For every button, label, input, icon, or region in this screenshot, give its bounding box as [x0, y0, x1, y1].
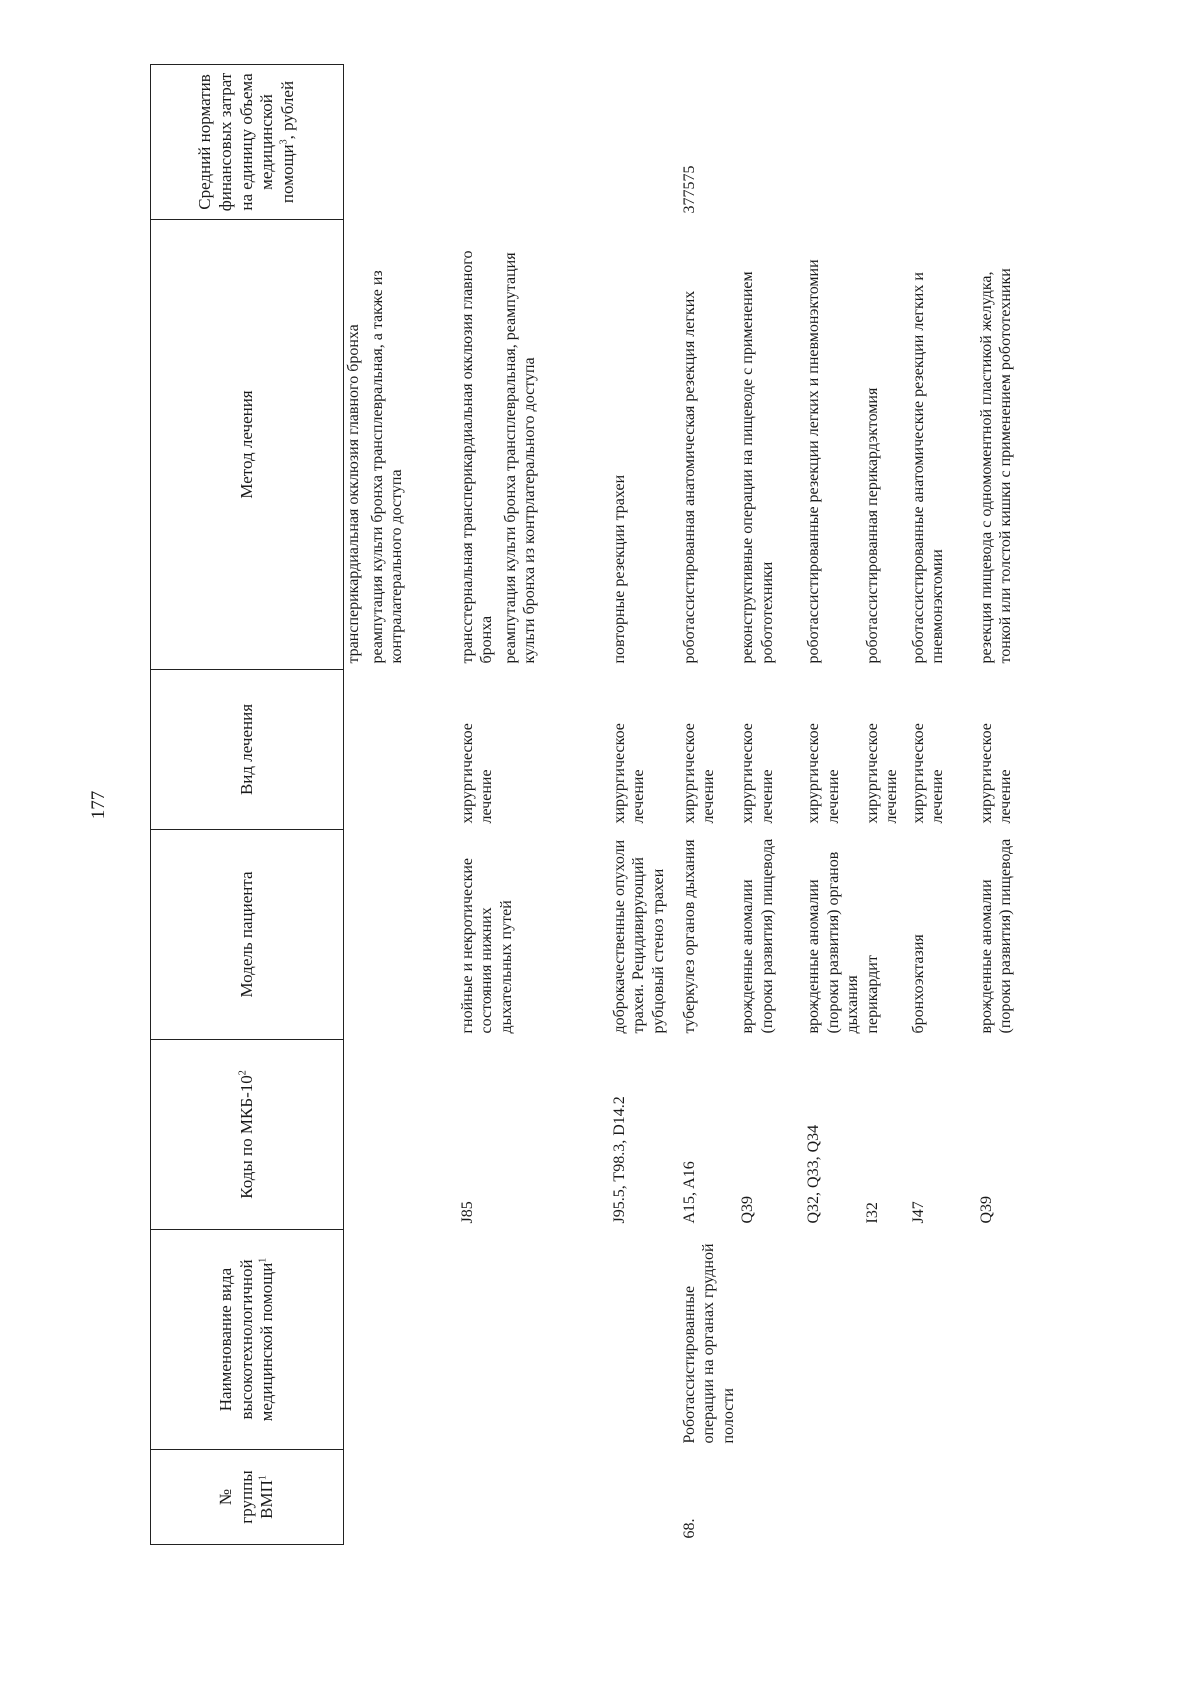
table-row: [344, 65, 458, 1545]
header-treatment-type: Вид лечения: [151, 670, 344, 830]
header-group-number: № группы ВМП$^1$: [151, 1450, 344, 1545]
patient-model: врожденные аномалии (пороки развития) пищевода: [977, 838, 1015, 1034]
page-number: 177: [88, 790, 109, 820]
treatment-method: роботассистированная анатомическая резекция легких: [680, 290, 698, 664]
treatment-method: реконструктивные операции на пищеводе с применением робототехники: [739, 271, 776, 664]
table-row: [458, 65, 610, 1545]
treatment-method: роботассистированные резекции легких и пневмонэктомии: [805, 259, 823, 664]
table-row: [680, 65, 739, 1545]
header-icd-codes: Коды по МКБ-$10^2$: [151, 1040, 344, 1230]
treatment-type: хирургическое лечение: [458, 723, 496, 824]
patient-model: бронхоэктазия: [909, 934, 927, 1034]
patient-model: перикардит: [863, 955, 881, 1034]
rotated-page: [88, 65, 1150, 1545]
header-treatment-method: Метод лечения: [151, 220, 344, 670]
header-row: [151, 65, 344, 1545]
header-cost-norm: Средний норматив финансовых затрат на единицу объема медицинской помощи$^3$, рублей: [151, 65, 344, 220]
patient-model: туберкулез органов дыхания: [680, 839, 698, 1034]
patient-model: врожденные аномалии (пороки развития) пищевода: [739, 838, 776, 1034]
icd-code: J95.5, T98.3, D14.2: [610, 1096, 628, 1224]
header-patient-model: Модель пациента: [151, 830, 344, 1040]
table-row: [863, 65, 909, 1545]
table-row: [738, 65, 804, 1545]
treatment-type: хирургическое лечение: [680, 723, 718, 824]
treatment-method: роботассистированные анатомические резекции легких и пневмонэктомии: [909, 272, 947, 664]
table-row: [909, 65, 977, 1545]
icd-code: J47: [909, 1201, 927, 1224]
method-cell: трансстернальная трансперикардиальная окклюзия главного бронха реампутация культи бронха трансплевральная, реампутация культи бронха из контрлатерального доступа: [458, 250, 539, 664]
header-vmp-name: Наименование вида высокотехнологичной медицинской помощи$^1$: [151, 1230, 344, 1450]
treatment-type: хирургическое лечение: [977, 723, 1015, 824]
icd-code: Q39: [739, 1195, 757, 1224]
treatment-method: роботассистированная перикардэктомия: [863, 387, 881, 664]
icd-code: A15, A16: [680, 1161, 698, 1224]
table-row: [610, 65, 680, 1545]
icd-code: I32: [863, 1202, 881, 1224]
vmp-table: [150, 64, 1067, 1545]
group-number: 68.: [680, 1518, 698, 1539]
table-row: [804, 65, 863, 1545]
treatment-method: резекция пищевода с одномоментной пластикой желудка, тонкой или толстой кишки с применением робототехники: [977, 268, 1015, 664]
icd-code: Q39: [977, 1195, 995, 1224]
treatment-type: хирургическое лечение: [909, 723, 947, 824]
treatment-type: хирургическое лечение: [805, 723, 842, 824]
icd-code: J85: [458, 1201, 476, 1224]
patient-model: доброкачественные опухоли трахеи. Рецидивирующий рубцовый стеноз трахеи: [610, 839, 667, 1034]
icd-code: Q32, Q33, Q34: [805, 1124, 823, 1224]
table-row: [977, 65, 1067, 1545]
treatment-type: хирургическое лечение: [739, 723, 776, 824]
method-cell: трансперикардиальная окклюзия главного бронха реампутация культи бронха трансплевральная, а также из контралатерального доступа: [345, 270, 406, 664]
treatment-method: повторные резекции трахеи: [610, 474, 628, 664]
patient-model: гнойные и некротические состояния нижних дыхательных путей: [458, 857, 515, 1034]
patient-model: врожденные аномалии (пороки развития) органов дыхания: [805, 851, 862, 1034]
treatment-type: хирургическое лечение: [863, 723, 901, 824]
cost-norm: 377575: [680, 165, 698, 214]
treatment-type: хирургическое лечение: [610, 723, 648, 824]
vmp-name: Роботассистированные операции на органах грудной полости: [680, 1243, 737, 1444]
